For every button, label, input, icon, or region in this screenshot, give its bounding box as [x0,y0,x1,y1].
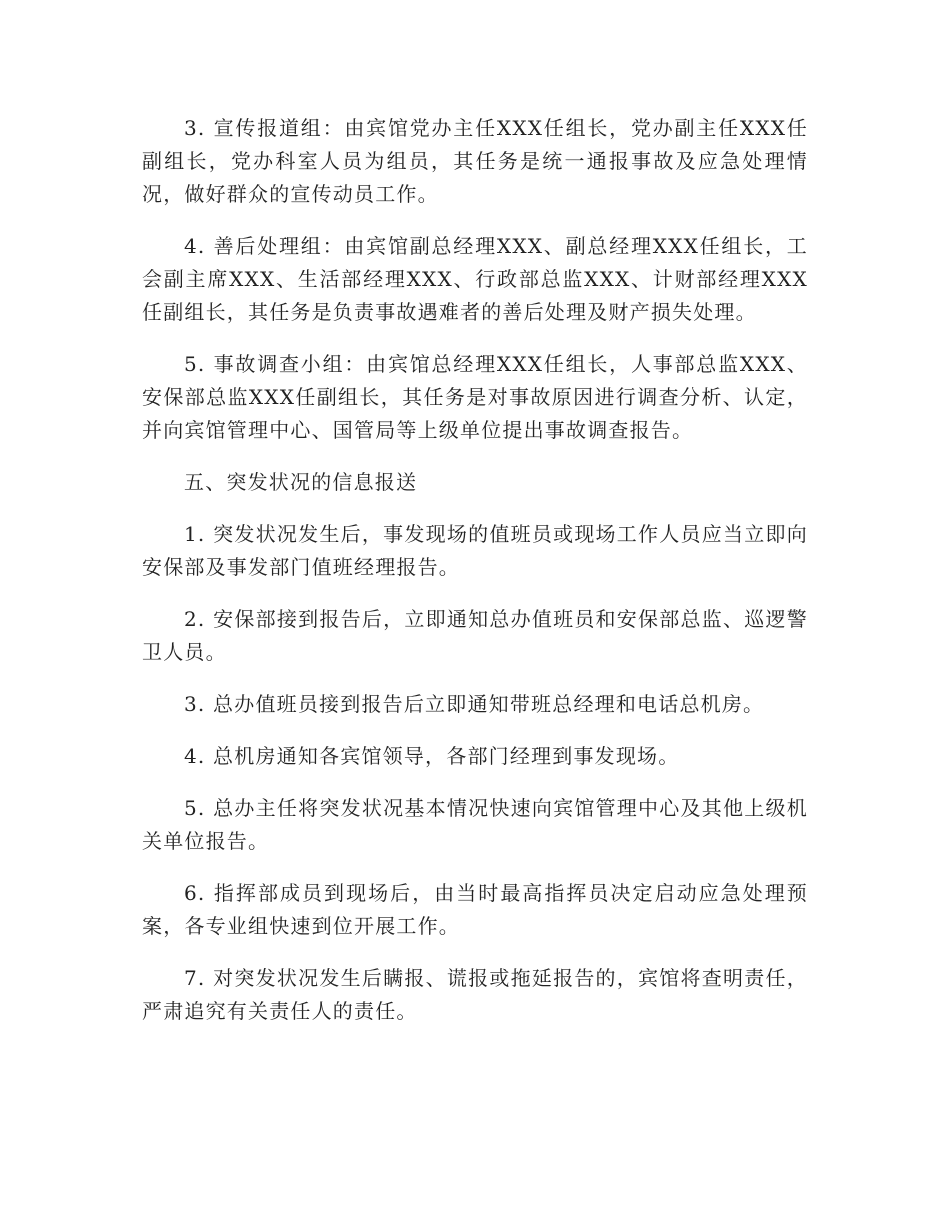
list-item: 7. 对突发状况发生后瞒报、谎报或拖延报告的，宾馆将查明责任，严肃追究有关责任人的责任。 [142,966,808,1023]
paragraph-publicity-group: 3. 宣传报道组：由宾馆党办主任XXX任组长，党办副主任XXX任副组长，党办科室人员为组员，其任务是统一通报事故及应急处理情况，做好群众的宣传动员工作。 [142,116,808,206]
section-heading: 五、突发状况的信息报送 [184,470,418,494]
list-item: 5. 总办主任将突发状况基本情况快速向宾馆管理中心及其他上级机关单位报告。 [142,796,808,853]
list-item: 3. 总办值班员接到报告后立即通知带班总经理和电话总机房。 [184,692,765,716]
document-body [142,112,808,1047]
list-item: 1. 突发状况发生后，事发现场的值班员或现场工作人员应当立即向安保部及事发部门值班经理报告。 [142,522,808,579]
paragraph-aftermath-group: 4. 善后处理组：由宾馆副总经理XXX、副总经理XXX任组长，工会副主席XXX、生活部经理XXX、行政部总监XXX、计财部经理XXX任副组长，其任务是负责事故遇难者的善后处理及财产损失处理。 [142,234,808,324]
list-item: 4. 总机房通知各宾馆领导，各部门经理到事发现场。 [184,744,680,768]
paragraph-investigation-group: 5. 事故调查小组：由宾馆总经理XXX任组长，人事部总监XXX、安保部总监XXX任副组长，其任务是对事故原因进行调查分析、认定，并向宾馆管理中心、国管局等上级单位提出事故调查报告。 [142,352,808,442]
list-item: 6. 指挥部成员到现场后，由当时最高指挥员决定启动应急处理预案，各专业组快速到位开展工作。 [142,881,808,938]
list-item: 2. 安保部接到报告后，立即通知总办值班员和安保部总监、巡逻警卫人员。 [142,607,808,664]
